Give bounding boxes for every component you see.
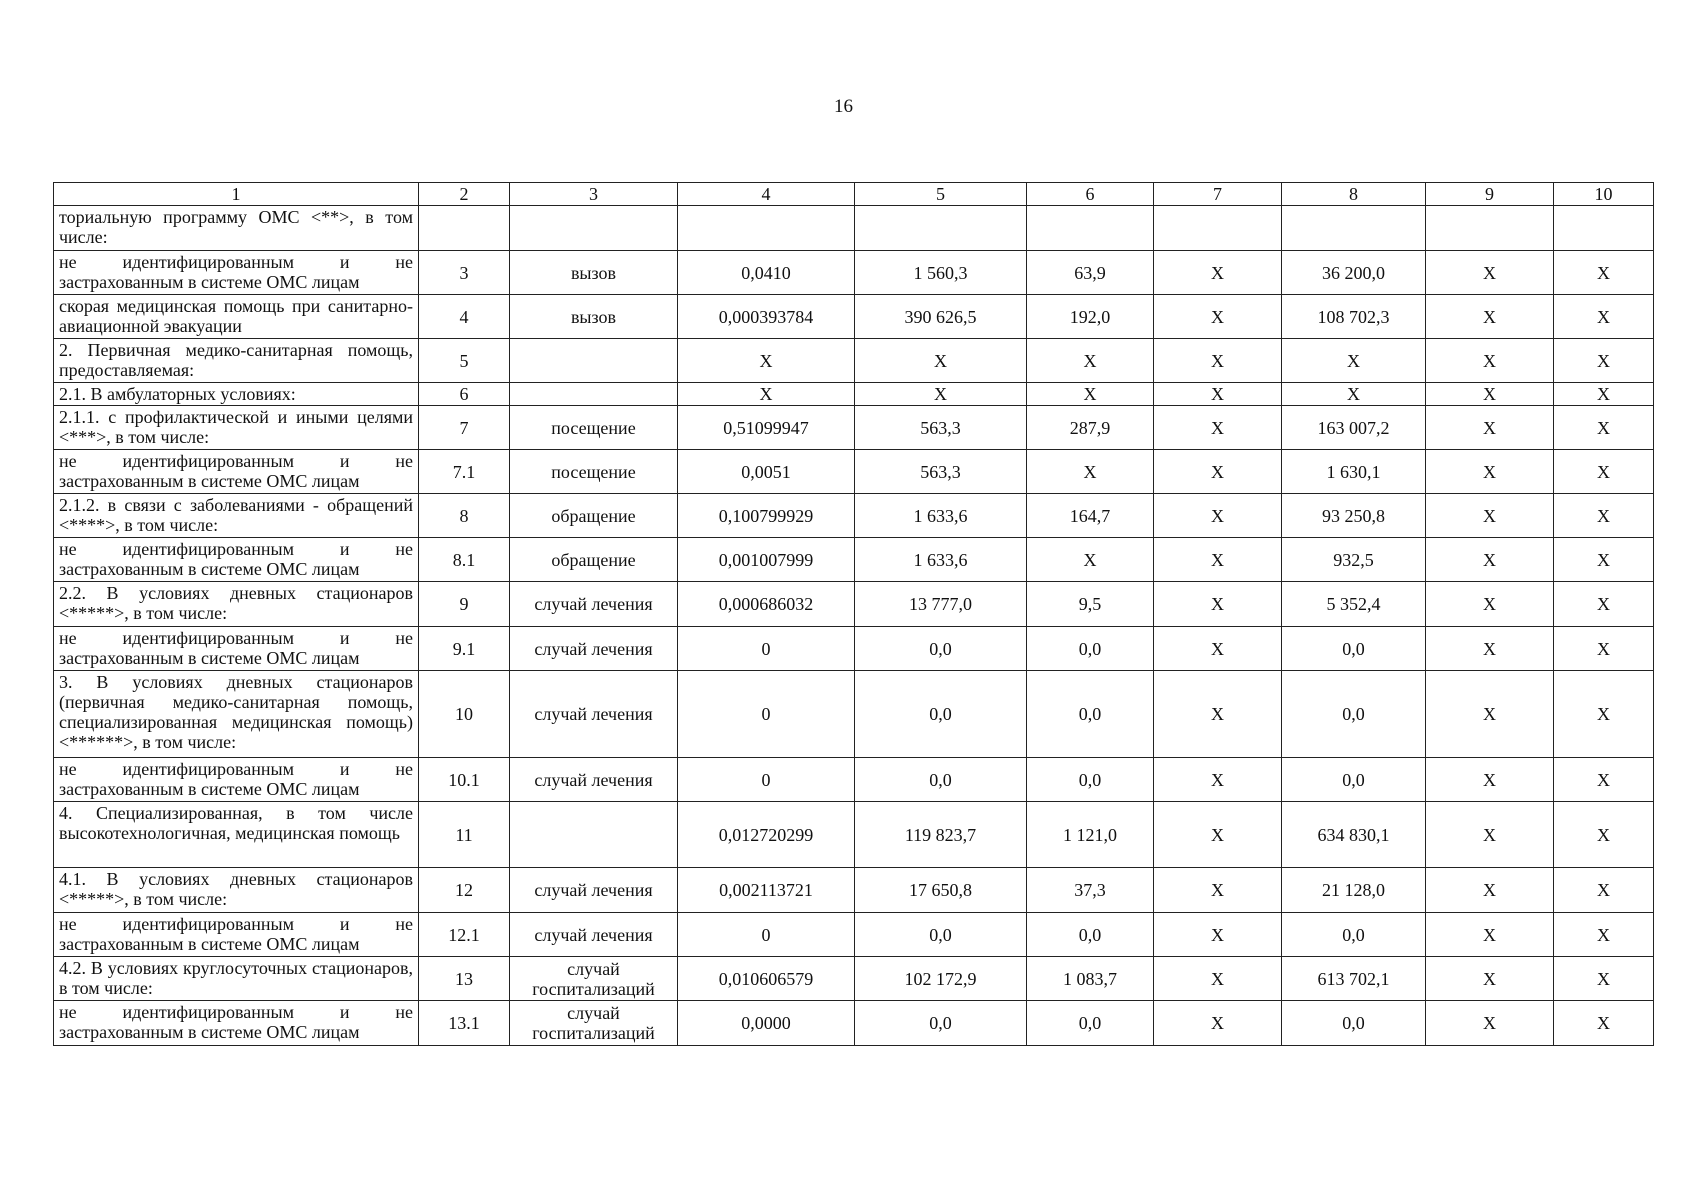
- column-header: 1: [54, 183, 419, 206]
- table-cell: 63,9: [1027, 251, 1154, 295]
- column-header: 4: [678, 183, 855, 206]
- table-cell: X: [1154, 450, 1282, 494]
- table-cell: 36 200,0: [1282, 251, 1426, 295]
- table-cell: X: [1282, 383, 1426, 406]
- table-cell: X: [1554, 450, 1654, 494]
- table-cell: [1554, 206, 1654, 251]
- table-cell: 119 823,7: [855, 802, 1027, 868]
- table-row: [54, 868, 1654, 913]
- table-row: [54, 494, 1654, 538]
- table-cell: X: [1154, 295, 1282, 339]
- table-cell: X: [1554, 913, 1654, 957]
- table-cell: 5: [419, 339, 510, 383]
- row-description: не идентифицированным и не застрахованным в системе ОМС лицам: [54, 251, 419, 295]
- table-cell: 1 083,7: [1027, 957, 1154, 1001]
- table-cell: X: [1154, 494, 1282, 538]
- table-cell: 0,0: [1027, 1001, 1154, 1046]
- table-cell: X: [1426, 671, 1554, 758]
- data-table: [53, 182, 1654, 1046]
- column-header: 5: [855, 183, 1027, 206]
- table-row: [54, 758, 1654, 802]
- table-cell: [1282, 206, 1426, 251]
- table-cell: X: [1154, 627, 1282, 671]
- table-cell: X: [1554, 1001, 1654, 1046]
- table-cell: X: [1426, 758, 1554, 802]
- table-cell: 9.1: [419, 627, 510, 671]
- table-cell: [1154, 206, 1282, 251]
- table-cell: 0: [678, 627, 855, 671]
- column-header: 3: [510, 183, 678, 206]
- table-cell: 0,0: [855, 627, 1027, 671]
- table-cell: X: [1554, 671, 1654, 758]
- table-cell: 1 633,6: [855, 538, 1027, 582]
- table-cell: X: [855, 383, 1027, 406]
- table-row: [54, 802, 1654, 868]
- table-cell: X: [1426, 538, 1554, 582]
- table-cell: X: [1426, 251, 1554, 295]
- table-cell: 1 121,0: [1027, 802, 1154, 868]
- table-cell: X: [1154, 582, 1282, 627]
- table-cell: X: [1154, 758, 1282, 802]
- table-cell: [510, 802, 678, 868]
- table-cell: X: [1426, 868, 1554, 913]
- table-cell: X: [1154, 251, 1282, 295]
- column-header: 6: [1027, 183, 1154, 206]
- table-cell: X: [1154, 1001, 1282, 1046]
- table-cell: 0,51099947: [678, 406, 855, 450]
- table-cell: X: [1027, 450, 1154, 494]
- table-cell: X: [678, 339, 855, 383]
- table-cell: X: [1027, 383, 1154, 406]
- table-cell: 0,0: [855, 671, 1027, 758]
- row-description: скорая медицинская помощь при санитарно-авиационной эвакуации: [54, 295, 419, 339]
- table-cell: X: [1554, 538, 1654, 582]
- table-cell: X: [1282, 339, 1426, 383]
- table-cell: 0,002113721: [678, 868, 855, 913]
- table-cell: X: [1554, 758, 1654, 802]
- table-cell: 0,0: [1027, 758, 1154, 802]
- table-cell: случай лечения: [510, 758, 678, 802]
- row-description: 4.2. В условиях круглосуточных стационаров, в том числе:: [54, 957, 419, 1001]
- table-cell: X: [1426, 1001, 1554, 1046]
- table-cell: X: [1426, 802, 1554, 868]
- row-description: не идентифицированным и не застрахованным в системе ОМС лицам: [54, 627, 419, 671]
- table-cell: 0,0: [855, 758, 1027, 802]
- page-number: 16: [834, 96, 853, 117]
- table-cell: 0,0: [1027, 627, 1154, 671]
- table-row: [54, 206, 1654, 251]
- table-cell: 0,000686032: [678, 582, 855, 627]
- table-cell: X: [1426, 339, 1554, 383]
- table-cell: X: [1554, 957, 1654, 1001]
- table-cell: X: [1154, 802, 1282, 868]
- column-header: 8: [1282, 183, 1426, 206]
- row-description: 2. Первичная медико-санитарная помощь, предоставляемая:: [54, 339, 419, 383]
- column-header: 7: [1154, 183, 1282, 206]
- table-cell: 0,0: [1027, 913, 1154, 957]
- table-row: [54, 339, 1654, 383]
- table-cell: 8.1: [419, 538, 510, 582]
- table-cell: 7: [419, 406, 510, 450]
- table-cell: 9: [419, 582, 510, 627]
- table-cell: случай лечения: [510, 868, 678, 913]
- table-cell: 1 630,1: [1282, 450, 1426, 494]
- table-cell: 634 830,1: [1282, 802, 1426, 868]
- row-description: не идентифицированным и не застрахованным в системе ОМС лицам: [54, 450, 419, 494]
- table-cell: X: [1426, 383, 1554, 406]
- table-cell: 613 702,1: [1282, 957, 1426, 1001]
- table-cell: 0,012720299: [678, 802, 855, 868]
- table-cell: 0,0410: [678, 251, 855, 295]
- table-cell: 13.1: [419, 1001, 510, 1046]
- table-cell: [1426, 206, 1554, 251]
- table-cell: X: [1426, 582, 1554, 627]
- table-cell: 3: [419, 251, 510, 295]
- table-cell: 12: [419, 868, 510, 913]
- table-cell: 0,0: [1282, 913, 1426, 957]
- table-row: [54, 1001, 1654, 1046]
- table-cell: 0,0: [855, 1001, 1027, 1046]
- table-cell: X: [1154, 406, 1282, 450]
- table-cell: 0,0: [1282, 1001, 1426, 1046]
- table-cell: 12.1: [419, 913, 510, 957]
- table-cell: 21 128,0: [1282, 868, 1426, 913]
- table-cell: обращение: [510, 494, 678, 538]
- table-cell: 10.1: [419, 758, 510, 802]
- table-cell: 0: [678, 758, 855, 802]
- row-description: 2.2. В условиях дневных стационаров <*****>, в том числе:: [54, 582, 419, 627]
- table-cell: X: [1426, 913, 1554, 957]
- table-cell: 108 702,3: [1282, 295, 1426, 339]
- table-cell: 932,5: [1282, 538, 1426, 582]
- table-cell: 390 626,5: [855, 295, 1027, 339]
- table-cell: X: [1154, 538, 1282, 582]
- table-cell: 0,0: [1282, 671, 1426, 758]
- table-cell: 4: [419, 295, 510, 339]
- table-cell: 37,3: [1027, 868, 1154, 913]
- table-cell: случай лечения: [510, 627, 678, 671]
- table-cell: 0,0051: [678, 450, 855, 494]
- table-cell: 1 633,6: [855, 494, 1027, 538]
- table-cell: 7.1: [419, 450, 510, 494]
- table-cell: X: [1554, 251, 1654, 295]
- row-description: 2.1.1. с профилактической и иными целями <***>, в том числе:: [54, 406, 419, 450]
- table-cell: X: [1027, 339, 1154, 383]
- table-cell: 8: [419, 494, 510, 538]
- table-cell: 10: [419, 671, 510, 758]
- table-cell: X: [855, 339, 1027, 383]
- table-cell: X: [1554, 494, 1654, 538]
- table-cell: X: [1554, 802, 1654, 868]
- table-cell: обращение: [510, 538, 678, 582]
- row-description: не идентифицированным и не застрахованным в системе ОМС лицам: [54, 758, 419, 802]
- table-cell: 1 560,3: [855, 251, 1027, 295]
- table-cell: X: [1554, 295, 1654, 339]
- table-row: [54, 383, 1654, 406]
- table-cell: [1027, 206, 1154, 251]
- table-cell: 0,0: [1027, 671, 1154, 758]
- table-cell: 102 172,9: [855, 957, 1027, 1001]
- row-description: не идентифицированным и не застрахованным в системе ОМС лицам: [54, 1001, 419, 1046]
- table-cell: X: [1154, 957, 1282, 1001]
- table-cell: X: [1154, 671, 1282, 758]
- table-cell: 9,5: [1027, 582, 1154, 627]
- table-cell: X: [1426, 406, 1554, 450]
- table-cell: [510, 383, 678, 406]
- table-cell: X: [1154, 383, 1282, 406]
- table-cell: вызов: [510, 295, 678, 339]
- table-cell: X: [1554, 406, 1654, 450]
- table-cell: 0,010606579: [678, 957, 855, 1001]
- table-cell: случай лечения: [510, 582, 678, 627]
- table-row: [54, 957, 1654, 1001]
- table-cell: 164,7: [1027, 494, 1154, 538]
- table-cell: 563,3: [855, 450, 1027, 494]
- table-row: [54, 406, 1654, 450]
- table-cell: посещение: [510, 450, 678, 494]
- row-description: 3. В условиях дневных стационаров (первичная медико-санитарная помощь, специализированная медицинская помощь) <******>, в том числе:: [54, 671, 419, 758]
- table-cell: 93 250,8: [1282, 494, 1426, 538]
- table-cell: X: [1426, 295, 1554, 339]
- row-description: не идентифицированным и не застрахованным в системе ОМС лицам: [54, 913, 419, 957]
- row-description: не идентифицированным и не застрахованным в системе ОМС лицам: [54, 538, 419, 582]
- table-row: [54, 251, 1654, 295]
- table-cell: 5 352,4: [1282, 582, 1426, 627]
- table-cell: посещение: [510, 406, 678, 450]
- table-cell: 563,3: [855, 406, 1027, 450]
- table-cell: 163 007,2: [1282, 406, 1426, 450]
- table-cell: 13: [419, 957, 510, 1001]
- table-cell: X: [678, 383, 855, 406]
- table-cell: случай госпитализаций: [510, 957, 678, 1001]
- table-cell: 0,000393784: [678, 295, 855, 339]
- table-cell: X: [1154, 913, 1282, 957]
- table-cell: 192,0: [1027, 295, 1154, 339]
- table-cell: [510, 339, 678, 383]
- table-cell: X: [1554, 868, 1654, 913]
- table-cell: X: [1426, 450, 1554, 494]
- table-row: [54, 627, 1654, 671]
- table-cell: X: [1426, 627, 1554, 671]
- table-cell: 17 650,8: [855, 868, 1027, 913]
- table-cell: 6: [419, 383, 510, 406]
- table-row: [54, 913, 1654, 957]
- table-cell: X: [1554, 339, 1654, 383]
- table-cell: случай лечения: [510, 913, 678, 957]
- table-cell: X: [1027, 538, 1154, 582]
- row-description: 2.1.2. в связи с заболеваниями - обращений <****>, в том числе:: [54, 494, 419, 538]
- table-cell: [855, 206, 1027, 251]
- table-cell: 0: [678, 671, 855, 758]
- table-cell: X: [1426, 957, 1554, 1001]
- table-cell: вызов: [510, 251, 678, 295]
- row-description: 4. Специализированная, в том числе высокотехнологичная, медицинская помощь: [54, 802, 419, 868]
- table-header-row: [54, 183, 1654, 206]
- table-cell: X: [1154, 868, 1282, 913]
- table-cell: 11: [419, 802, 510, 868]
- table-cell: 0,0000: [678, 1001, 855, 1046]
- table-row: [54, 450, 1654, 494]
- table-cell: X: [1554, 627, 1654, 671]
- row-description: 2.1. В амбулаторных условиях:: [54, 383, 419, 406]
- table-cell: 0,100799929: [678, 494, 855, 538]
- table-cell: X: [1154, 339, 1282, 383]
- table-cell: случай лечения: [510, 671, 678, 758]
- column-header: 9: [1426, 183, 1554, 206]
- row-description: 4.1. В условиях дневных стационаров <*****>, в том числе:: [54, 868, 419, 913]
- row-description: ториальную программу ОМС <**>, в том числе:: [54, 206, 419, 251]
- table-cell: 0: [678, 913, 855, 957]
- column-header: 2: [419, 183, 510, 206]
- table-cell: X: [1426, 494, 1554, 538]
- table-cell: случай госпитализаций: [510, 1001, 678, 1046]
- table-cell: X: [1554, 582, 1654, 627]
- table-cell: 0,0: [855, 913, 1027, 957]
- column-header: 10: [1554, 183, 1654, 206]
- table-row: [54, 295, 1654, 339]
- table-cell: 0,001007999: [678, 538, 855, 582]
- table-cell: [419, 206, 510, 251]
- table-row: [54, 538, 1654, 582]
- table-cell: 0,0: [1282, 758, 1426, 802]
- table-cell: [510, 206, 678, 251]
- table-row: [54, 671, 1654, 758]
- table-cell: [678, 206, 855, 251]
- table-cell: 13 777,0: [855, 582, 1027, 627]
- table-cell: X: [1554, 383, 1654, 406]
- table-cell: 0,0: [1282, 627, 1426, 671]
- table-cell: 287,9: [1027, 406, 1154, 450]
- table-row: [54, 582, 1654, 627]
